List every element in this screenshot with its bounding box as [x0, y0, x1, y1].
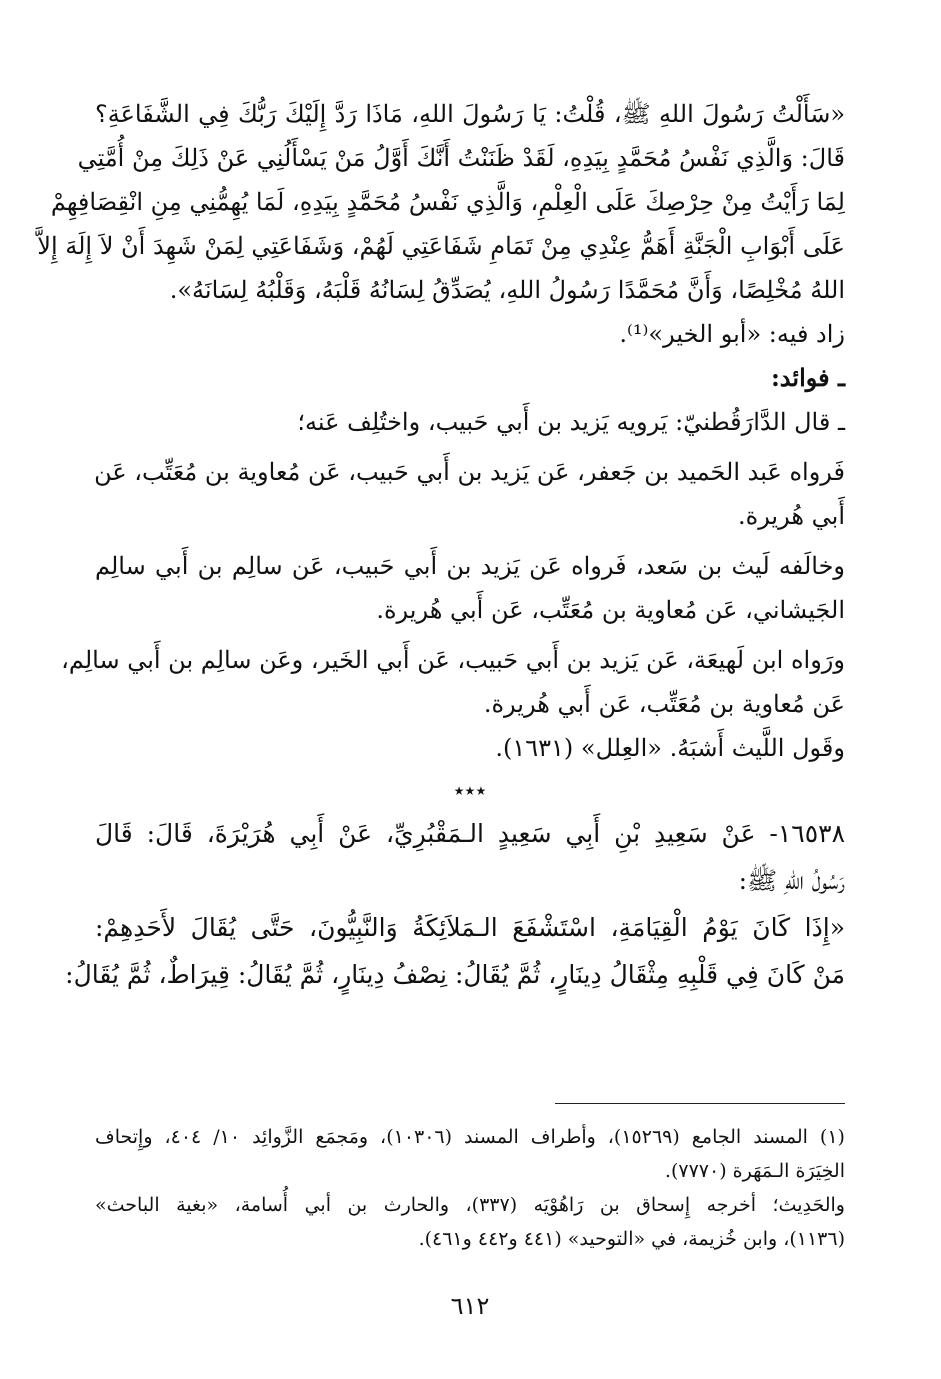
text-line: اللهُ مُخْلِصًا، وَأَنَّ مُحَمَّدًا رَسُولُ اللهِ، يُصَدِّقُ لِسَانُهُ قَلْبَهُ، وَقَلْبُهُ لِسَانَهُ».: [169, 276, 845, 304]
text-line: أَبي هُريرة.: [737, 502, 845, 530]
text-line: عَن مُعاوية بن مُعَتِّب، عَن أَبي هُريرة.: [483, 690, 845, 718]
page-number: ٦١٢: [450, 1292, 490, 1320]
text-line: ورَواه ابن لَهيعَة، عَن يَزيد بن أَبي حَبيب، عَن أَبي الخَير، وعَن سالِم بن أَبي سالِم،: [61, 646, 845, 674]
text-line: رَسُولُ اللهِ ﷺ:: [738, 866, 845, 895]
text-line: عَلَى أَبْوَابِ الْجَنَّةِ أَهَمُّ عِنْدِي مِنْ تَمَامِ شَفَاعَتِي لَهُمْ، وَشَفَاعَتِي لِمَنْ شَهِدَ أَنْ لاَ إِلَهَ إِلاَّ: [37, 232, 845, 260]
hadith-heading-line: ١٦٥٣٨- عَنْ سَعِيدِ بْنِ أَبِي سَعِيدٍ الـمَقْبُرِيِّ، عَنْ أَبِي هُرَيْرَةَ، قَالَ: قَالَ: [95, 819, 845, 848]
footnote-line: (١١٣٦)، وابن خُزيمة، في «التوحيد» (٤٤١ و٤٤٢ و٤٦١).: [418, 1228, 845, 1250]
text-line: «سَأَلْتُ رَسُولَ اللهِ ﷺ، قُلْتُ: يَا رَسُولَ اللهِ، مَاذَا رَدَّ إِلَيْكَ رَبُّكَ فِي الشَّفَاعَةِ؟: [95, 100, 845, 128]
zad-fihi-line: زاد فيه: «أبو الخير»⁽¹⁾.: [619, 320, 845, 348]
footnote-line: الخِيَرَة الـمَهَرة (٧٧٧٠).: [664, 1160, 845, 1182]
text-line: «إِذَا كَانَ يَوْمُ الْقِيَامَةِ، اسْتَشْفَعَ الـمَلاَئِكَةُ وَالنَّبِيُّونَ، حَتَّى يُقَالَ لأَحَدِهِمْ:: [95, 913, 845, 942]
text-line: مَنْ كَانَ فِي قَلْبِهِ مِثْقَالُ دِينَارٍ، ثُمَّ يُقَالُ: نِصْفُ دِينَارٍ، ثُمَّ يُقَالُ: قِيرَاطٌ، ثُمَّ يُقَالُ:: [65, 960, 845, 989]
text-line: فَرواه عَبد الحَميد بن جَعفر، عَن يَزيد بن أَبي حَبيب، عَن مُعاوية بن مُعَتِّب، عَن: [94, 458, 845, 486]
main-text: [37, 92, 845, 998]
footnote-line: والحَدِيث؛ أخرجه إِسحاق بن رَاهُوْيَه (٣٣٧)، والحارث بن أبي أُسامة، «بغية الباحث»: [95, 1194, 845, 1216]
footnote-line: (١) المسند الجامع (١٥٢٦٩)، وأطراف المسند (١٠٣٠٦)، ومَجمَع الزَّوائِد ١٠/ ٤٠٤، وإِتحاف: [95, 1126, 845, 1148]
footnotes: [95, 1120, 845, 1256]
section-separator: ٭٭٭: [453, 778, 487, 802]
daraqutni-line: ـ قال الدَّارَقُطنيّ: يَرويه يَزيد بن أَبي حَبيب، واختُلِف عَنه؛: [297, 408, 845, 436]
qawl-line: وقَول اللَّيث أَشبَهُ. «العِلل» (١٦٣١).: [495, 734, 845, 762]
footnote-divider: [555, 1103, 845, 1104]
text-line: وخالَفه لَيث بن سَعد، فَرواه عَن يَزيد بن أَبي حَبيب، عَن سالِم بن أَبي سالِم: [95, 552, 845, 580]
text-line: لِمَا رَأَيْتُ مِنْ حِرْصِكَ عَلَى الْعِلْمِ، وَالَّذِي نَفْسُ مُحَمَّدٍ بِيَدِهِ، لَمَا يُهِمُّنِي مِنِ انْقِصَافِهِمْ: [50, 188, 845, 216]
fawaid-heading: ـ فوائد:: [770, 363, 845, 392]
text-line: قَالَ: وَالَّذِي نَفْسُ مُحَمَّدٍ بِيَدِهِ، لَقَدْ ظَنَنْتُ أَنَّكَ أَوَّلُ مَنْ يَسْأَلُنِي عَنْ ذَلِكَ مِنْ أُمَّتِي: [77, 144, 845, 172]
text-line: الجَيشاني، عَن مُعاوية بن مُعَتِّب، عَن أَبي هُريرة.: [376, 596, 845, 624]
